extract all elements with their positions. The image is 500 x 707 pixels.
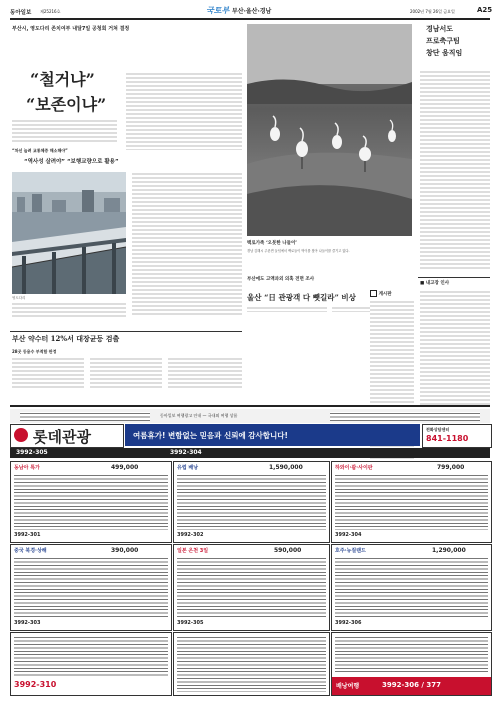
- lotte-logo-box: [10, 424, 124, 448]
- sidebar-title-1: 경남서도: [426, 24, 454, 33]
- egret-caption-title: 백로가족 ‘오붓한 나들이’: [247, 241, 298, 246]
- tour-title: 호주·뉴질랜드: [335, 548, 366, 554]
- tour-title: 유럽 배낭: [177, 465, 199, 471]
- board-icon: [370, 290, 377, 297]
- lead-right-text: [126, 72, 242, 150]
- ad-bottom-middle-details: [177, 636, 326, 692]
- board-title-text: 게시판: [378, 292, 392, 297]
- ad-bottom-left: [10, 632, 172, 696]
- lotte-logo-icon: [14, 428, 28, 442]
- ad-bottom-left-details: [14, 636, 168, 676]
- tour-details: [335, 474, 488, 530]
- people-title: 내고장 인사: [425, 281, 450, 286]
- tour-phone: 3992-301: [14, 532, 41, 538]
- bottom-text-col2: [90, 357, 162, 389]
- ad-bottom-right-bar: [332, 677, 491, 695]
- bottom-text-col1: [12, 357, 84, 389]
- tour-title: 일본 온천 3일: [177, 548, 209, 554]
- bottom-headline: 부산 약수터 12%서 대장균등 검출: [12, 334, 120, 343]
- ad-bottom-left-phone: 3992-310: [14, 680, 57, 689]
- egret-illustration: [247, 24, 412, 236]
- ad-right-label: 전화상담센터: [426, 427, 450, 432]
- tour-title: 중국 북경·상해: [14, 548, 47, 554]
- bridge-photo-caption: 영도다리: [12, 296, 26, 300]
- tour-phone: 3992-303: [14, 620, 41, 626]
- bottom-story: [10, 331, 242, 391]
- ad-bottom-right-phone: 3992-306 / 377: [382, 681, 442, 689]
- middle-headline: 울산 “日 관광객 다 뺏길라” 비상: [247, 293, 356, 302]
- tour-details: [14, 474, 168, 530]
- ad-right-phone: 841-1180: [426, 434, 469, 443]
- tour-box: [10, 461, 172, 543]
- egret-photo-story: [247, 22, 412, 268]
- ad-top-banner-stripes: [20, 412, 150, 421]
- tour-box: [331, 544, 492, 631]
- ad-bottom-right-label: 배낭여행: [336, 683, 360, 690]
- ad-bottom-right: [331, 632, 492, 696]
- tour-price: 499,000: [111, 464, 139, 471]
- ad-phone-strip-alt: 3992-304: [170, 449, 202, 456]
- tour-price: 1,290,000: [432, 547, 466, 554]
- board-title: [370, 290, 392, 297]
- section-logo: [206, 5, 271, 16]
- sidebar: [418, 22, 490, 407]
- issue-number: 제25216호: [40, 9, 61, 14]
- tour-box: [331, 461, 492, 543]
- tour-price: 799,000: [437, 464, 465, 471]
- bridge-illustration: [12, 172, 126, 294]
- lead-story: [10, 22, 242, 327]
- tour-phone: 3992-305: [177, 620, 204, 626]
- egret-caption-body: 경남 김해시 주촌면 들녘에서 백로들이 먹이를 찾아 나들이를 즐기고 있다.: [247, 249, 350, 253]
- sidebar-title-3: 창단 움직임: [426, 48, 463, 57]
- middle-text-col1: [247, 306, 327, 312]
- tour-price: 590,000: [274, 547, 302, 554]
- lotte-name: 롯데관광: [33, 428, 91, 446]
- issue-date: 2002년 7월 26일 금요일: [410, 9, 455, 14]
- people-text: [420, 290, 490, 405]
- tour-price: 390,000: [111, 547, 139, 554]
- tour-details: [335, 557, 488, 617]
- lead-bottom-text: [12, 302, 126, 318]
- tour-price: 1,590,000: [269, 464, 303, 471]
- lead-sub-1: “차선 늘려 교통체증 해소해야”: [12, 148, 68, 153]
- lead-sub-2: “역사성 살려야” “보행교량으로 활용”: [24, 159, 119, 165]
- egret-photo: [247, 24, 412, 236]
- ad-top-banner-stripes-2: [330, 412, 480, 421]
- tour-details: [177, 474, 326, 530]
- tour-phone: 3992-306: [335, 620, 362, 626]
- ad-top-banner-text: 동아일보 여행광고 안내 — 국내외 여행 상품: [160, 413, 238, 418]
- sidebar-divider: [418, 277, 490, 278]
- bottom-text-col3: [168, 357, 242, 389]
- lead-kicker: 부산시, 영도다리 존치여부 내달7일 공청회 거쳐 결정: [12, 26, 130, 32]
- tour-details: [177, 557, 326, 617]
- section-logo-text: 부산·울산·경남: [231, 8, 272, 15]
- people-section-title: [420, 280, 449, 286]
- ad-top-banner: [10, 409, 490, 423]
- tour-title: 동남아 특가: [14, 465, 40, 471]
- tour-details: [14, 557, 168, 617]
- ad-phone-strip: [10, 448, 490, 458]
- lead-quote-2: “보존이냐”: [26, 95, 107, 114]
- ad-phone-strip-main: 3992-305: [16, 449, 48, 456]
- lead-column-text: [132, 172, 242, 317]
- lead-quote-1: “철거냐”: [30, 70, 95, 89]
- tour-phone: 3992-304: [335, 532, 362, 538]
- square-icon: ■: [420, 281, 426, 286]
- bottom-sub: 28곳 등용수 부적합 판정: [12, 349, 57, 354]
- lead-left-text: [12, 119, 117, 144]
- ad-main-banner: [125, 424, 420, 446]
- ad-main-banner-text: 여름휴가! 변함없는 믿음과 신뢰에 감사합니다!: [133, 431, 288, 440]
- middle-kicker: 부산에도 고액과외 의혹 전면 조사: [247, 277, 315, 282]
- ad-bottom-right-details: [335, 636, 488, 672]
- ad-area: [10, 405, 490, 699]
- tour-box: [10, 544, 172, 631]
- page-number: A25: [477, 6, 493, 14]
- sidebar-title-2: 프로축구팀: [426, 36, 460, 45]
- masthead: [10, 6, 493, 20]
- ad-right-box: [422, 424, 492, 448]
- sidebar-text: [420, 70, 490, 270]
- bottom-top-rule: [10, 331, 242, 332]
- bridge-photo: [12, 172, 126, 294]
- section-logo-mark: 국토부: [206, 6, 230, 15]
- tour-phone: 3992-302: [177, 532, 204, 538]
- tour-box: [173, 544, 330, 631]
- paper-name: 동아일보: [10, 10, 32, 16]
- ad-bottom-middle: [173, 632, 330, 696]
- tour-box: [173, 461, 330, 543]
- tour-title: 하와이·괌·사이판: [335, 465, 373, 471]
